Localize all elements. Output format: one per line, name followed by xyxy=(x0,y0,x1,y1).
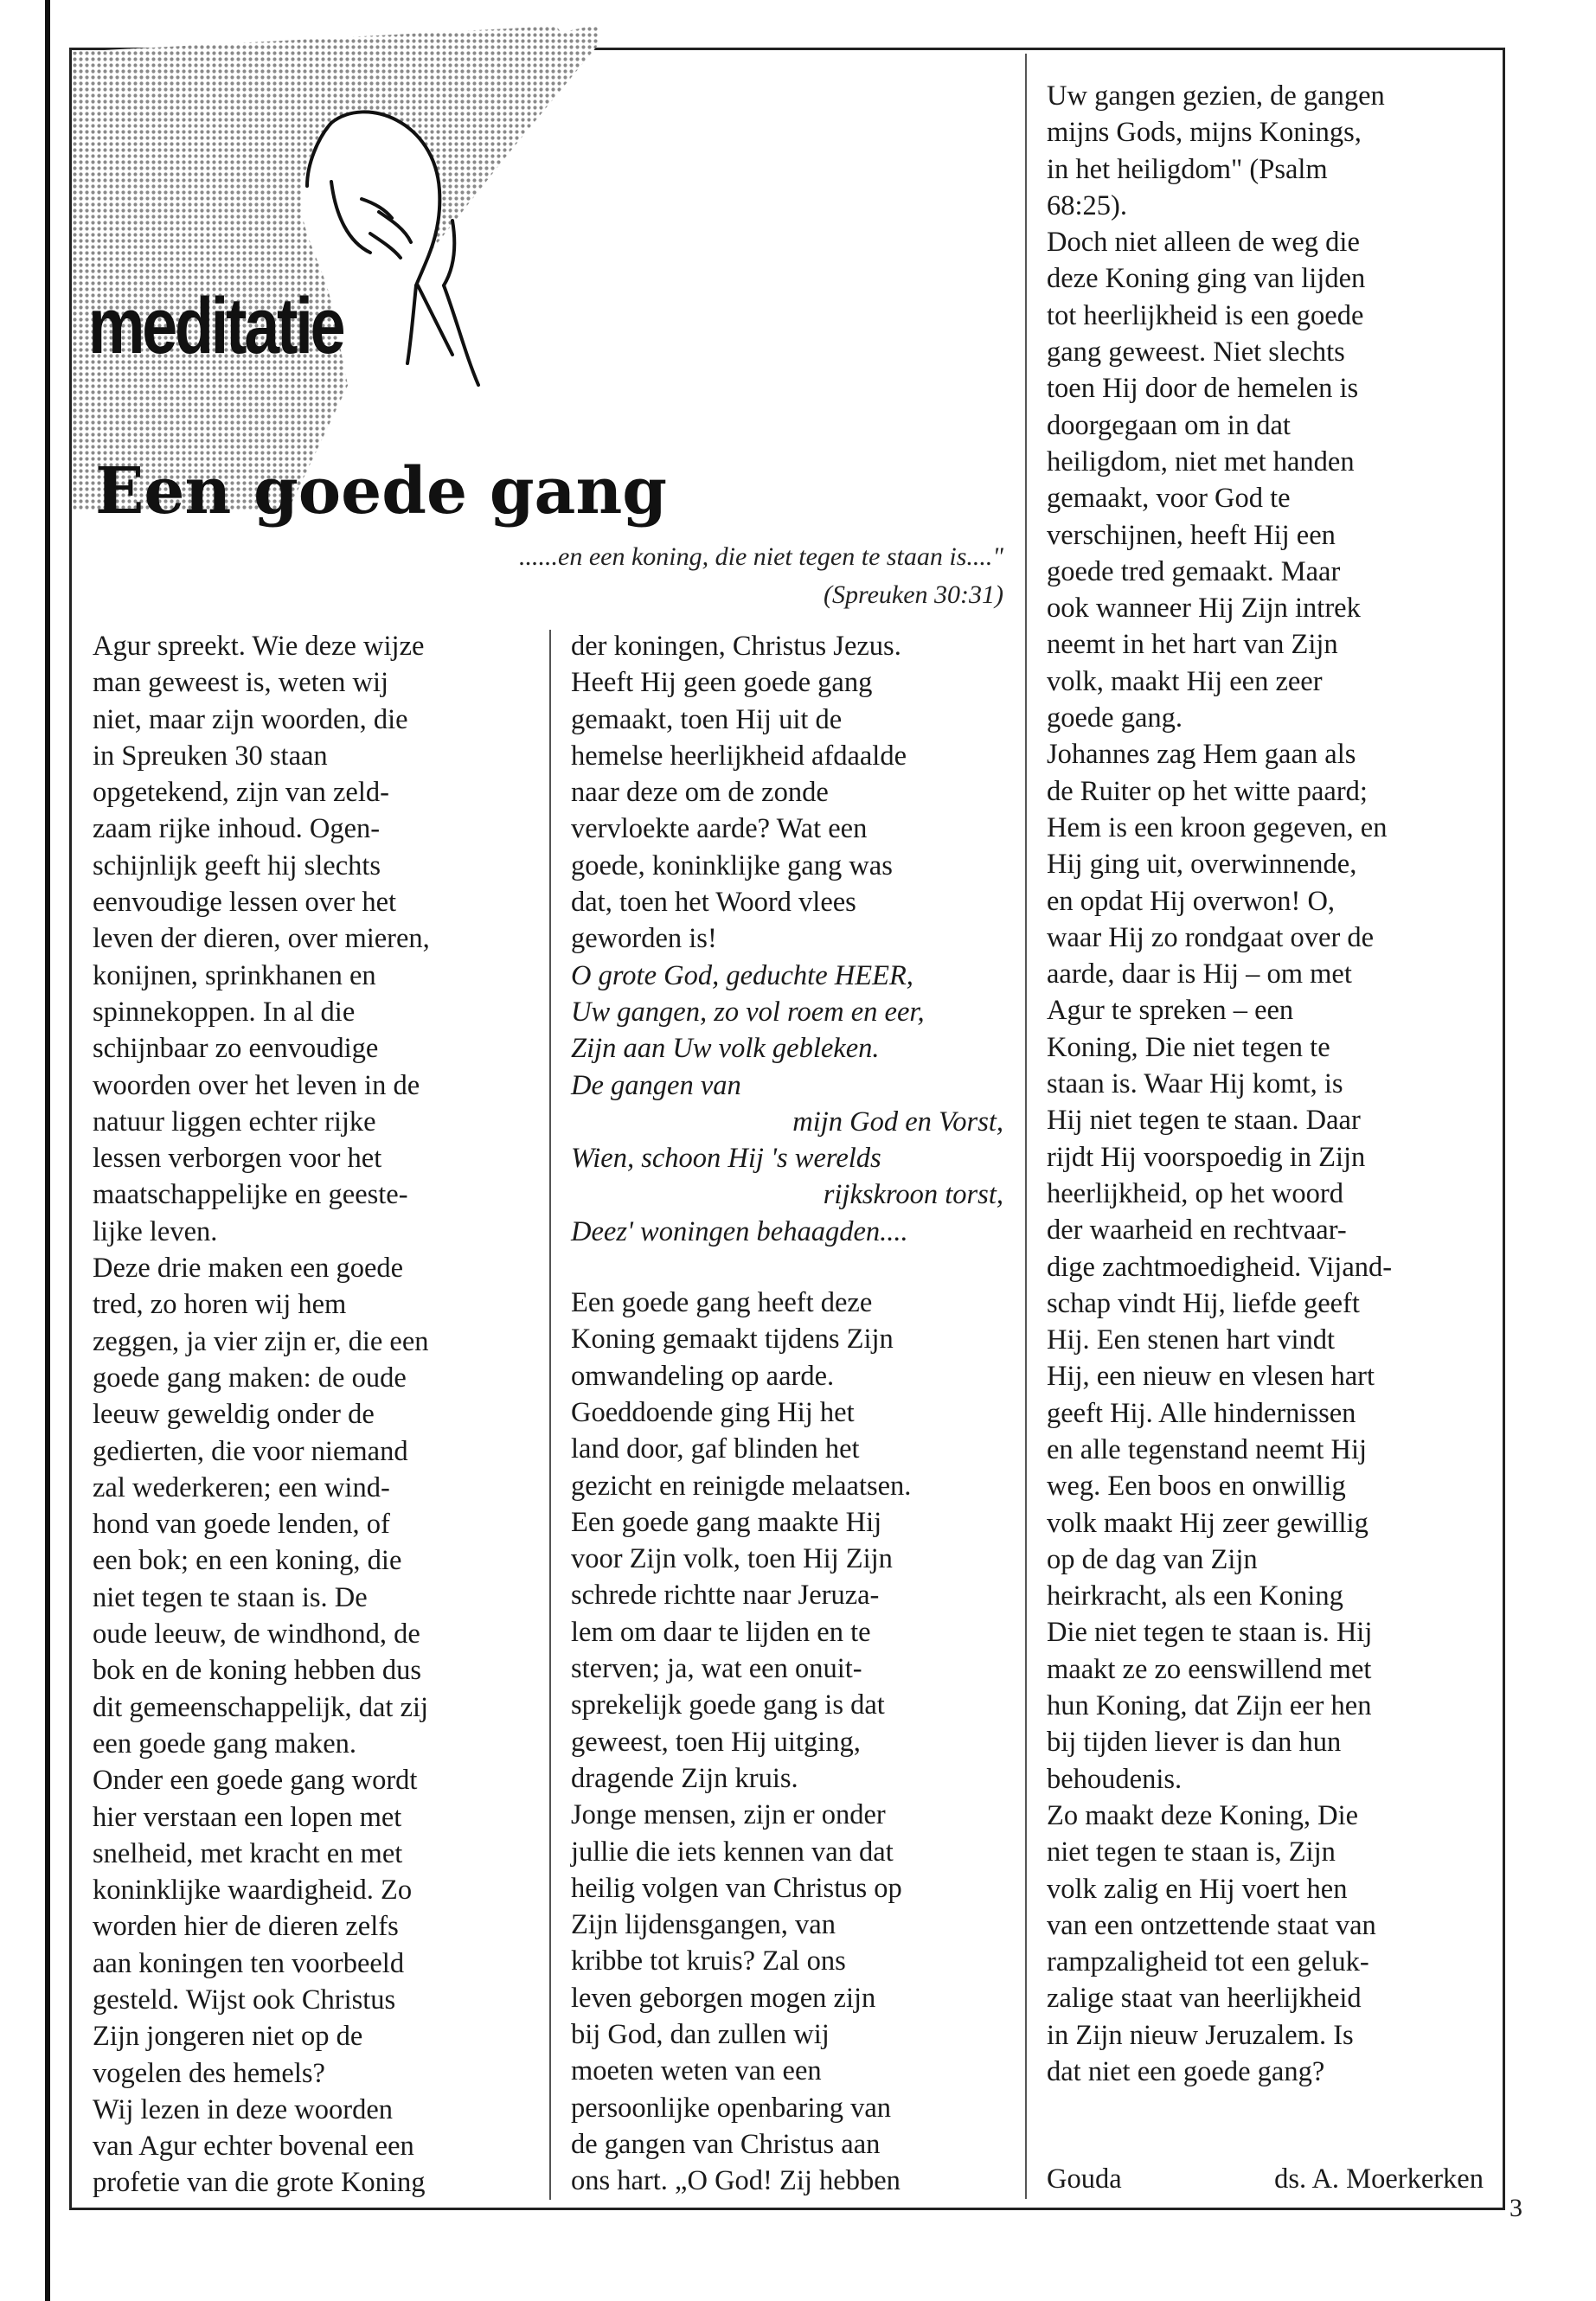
text-line: Koning, Die niet tegen te xyxy=(1047,1031,1330,1063)
text-line: Hij. Een stenen hart vindt xyxy=(1047,1324,1336,1356)
text-line: worden hier de dieren zelfs xyxy=(93,1911,399,1943)
text-line: goede tred gemaakt. Maar xyxy=(1047,555,1341,587)
text-line: natuur liggen echter rijke xyxy=(93,1106,376,1138)
poem-line: Deez' woningen behaagden.... xyxy=(571,1215,908,1247)
text-line: de Ruiter op het witte paard; xyxy=(1047,775,1368,807)
text-line: dat, toen het Woord vlees xyxy=(571,887,856,919)
text-line: oude leeuw, de windhond, de xyxy=(93,1618,420,1650)
text-line: niet, maar zijn woorden, die xyxy=(93,703,408,735)
signature xyxy=(1047,2161,1484,2197)
text-line: Zijn lijdensgangen, van xyxy=(571,1909,836,1941)
text-line: deze Koning ging van lijden xyxy=(1047,263,1366,295)
poem-line: O grote God, geduchte HEER, xyxy=(571,959,913,991)
text-line: heilig volgen van Christus op xyxy=(571,1872,902,1904)
text-line: leeuw geweldig onder de xyxy=(93,1399,375,1431)
text-line: heirkracht, als een Koning xyxy=(1047,1580,1343,1612)
text-line: Hij niet tegen te staan. Daar xyxy=(1047,1105,1361,1137)
text-line: Jonge mensen, zijn er onder xyxy=(571,1799,886,1831)
text-line: bok en de koning hebben dus xyxy=(93,1655,422,1687)
text-line: hun Koning, dat Zijn eer hen xyxy=(1047,1690,1372,1722)
column-rule-2 xyxy=(1025,54,1027,2199)
epigraph-source: (Spreuken 30:31) xyxy=(824,580,1003,609)
text-line: zaam rijke inhoud. Ogen- xyxy=(93,813,381,845)
text-line: Een goede gang maakte Hij xyxy=(571,1506,882,1538)
text-line: Zijn jongeren niet op de xyxy=(93,2021,363,2053)
text-line: tot heerlijkheid is een goede xyxy=(1047,299,1364,331)
text-line: woorden over het leven in de xyxy=(93,1069,420,1101)
text-line: kribbe tot kruis? Zal ons xyxy=(571,1945,846,1977)
text-line: maakt ze zo eenswillend met xyxy=(1047,1653,1372,1685)
signature-place: Gouda xyxy=(1047,2163,1122,2195)
text-line: der waarheid en rechtvaar- xyxy=(1047,1215,1347,1247)
text-line: van een ontzettende staat van xyxy=(1047,1909,1376,1941)
text-line: vervloekte aarde? Wat een xyxy=(571,813,868,845)
text-line: zal wederkeren; een wind- xyxy=(93,1471,390,1503)
text-line: Koning gemaakt tijdens Zijn xyxy=(571,1324,894,1356)
text-line: tred, zo horen wij hem xyxy=(93,1289,347,1321)
header-illustration xyxy=(72,26,599,510)
text-line: dige zachtmoedigheid. Vijand- xyxy=(1047,1251,1393,1283)
text-line: Hij ging uit, overwinnende, xyxy=(1047,849,1357,881)
signature-author: ds. A. Moerkerken xyxy=(1274,2163,1484,2195)
text-line: der koningen, Christus Jezus. xyxy=(571,631,901,662)
text-line: Heeft Hij geen goede gang xyxy=(571,667,873,699)
text-line: zalige staat van heerlijkheid xyxy=(1047,1983,1362,2015)
text-line: gedierten, die voor niemand xyxy=(93,1435,408,1467)
text-line: volk, maakt Hij een zeer xyxy=(1047,665,1323,697)
text-line: Hem is een kroon gegeven, en xyxy=(1047,811,1388,843)
page-number: 3 xyxy=(1509,2194,1522,2222)
text-line: Wij lezen in deze woorden xyxy=(93,2093,394,2125)
column-rule-1 xyxy=(549,630,551,2200)
text-line: gang geweest. Niet slechts xyxy=(1047,336,1345,369)
text-line: de gangen van Christus aan xyxy=(571,2128,881,2160)
text-line: staan is. Waar Hij komt, is xyxy=(1047,1068,1343,1100)
left-margin-rule xyxy=(45,0,50,2301)
text-line: goede, koninklijke gang was xyxy=(571,849,893,881)
text-line: profetie van die grote Koning xyxy=(93,2167,426,2199)
text-line: in Spreuken 30 staan xyxy=(93,740,328,772)
stanza-gap xyxy=(571,1250,1003,1285)
text-line: moeten weten van een xyxy=(571,2055,822,2087)
text-line: vogelen des hemels? xyxy=(93,2057,325,2089)
text-line: heiligdom, niet met handen xyxy=(1047,445,1355,478)
text-line: leven geborgen mogen zijn xyxy=(571,1982,876,2014)
text-line: dit gemeenschappelijk, dat zij xyxy=(93,1691,429,1723)
article-title: Een goede gang xyxy=(95,454,668,529)
text-line: van Agur echter bovenal een xyxy=(93,2131,414,2163)
text-line: rampzaligheid tot een geluk- xyxy=(1047,1946,1369,1978)
text-line: schap vindt Hij, liefde geeft xyxy=(1047,1287,1360,1319)
text-line: koninklijke waardigheid. Zo xyxy=(93,1875,413,1907)
text-line: in Zijn nieuw Jeruzalem. Is xyxy=(1047,2019,1354,2051)
text-line: behoudenis. xyxy=(1047,1763,1183,1795)
text-line: man geweest is, weten wij xyxy=(93,667,389,699)
text-line: Goeddoende ging Hij het xyxy=(571,1396,855,1428)
text-line: doorgegaan om in dat xyxy=(1047,409,1291,441)
text-line: een goede gang maken. xyxy=(93,1727,357,1759)
text-line: omwandeling op aarde. xyxy=(571,1360,835,1392)
poem-line: rijkskroon torst, xyxy=(823,1179,1003,1211)
epigraph-quote: ......en een koning, die niet tegen te staan is...." xyxy=(519,542,1003,571)
text-line: hemelse heerlijkheid afdaalde xyxy=(571,740,907,772)
text-line: leven der dieren, over mieren, xyxy=(93,923,430,955)
text-line: toen Hij door de hemelen is xyxy=(1047,373,1359,405)
text-line: sterven; ja, wat een onuit- xyxy=(571,1653,862,1685)
text-line: geworden is! xyxy=(571,923,717,955)
text-line: niet tegen te staan is, Zijn xyxy=(1047,1836,1336,1868)
column-3 xyxy=(1047,78,1479,2090)
text-line: voor Zijn volk, toen Hij Zijn xyxy=(571,1543,893,1575)
text-line: spinnekoppen. In al die xyxy=(93,996,356,1028)
text-line: geeft Hij. Alle hindernissen xyxy=(1047,1397,1356,1429)
text-line: Doch niet alleen de weg die xyxy=(1047,227,1360,259)
text-line: 68:25). xyxy=(1047,189,1127,221)
text-line: opgetekend, zijn van zeld- xyxy=(93,777,389,809)
text-line: eenvoudige lessen over het xyxy=(93,887,397,919)
text-line: jullie die iets kennen van dat xyxy=(571,1836,894,1868)
text-line: ook wanneer Hij Zijn intrek xyxy=(1047,593,1361,625)
text-line: volk zalig en Hij voert hen xyxy=(1047,1873,1348,1905)
text-line: neemt in het hart van Zijn xyxy=(1047,629,1338,661)
text-line: niet tegen te staan is. De xyxy=(93,1581,368,1613)
poem-line: De gangen van xyxy=(571,1069,741,1101)
text-line: naar deze om de zonde xyxy=(571,777,829,809)
text-line: mijns Gods, mijns Konings, xyxy=(1047,117,1362,149)
text-line: goede gang maken: de oude xyxy=(93,1362,407,1394)
text-line: aan koningen ten voorbeeld xyxy=(93,1947,405,1979)
text-line: op de dag van Zijn xyxy=(1047,1543,1258,1575)
text-line: schrede richtte naar Jeruza- xyxy=(571,1580,880,1612)
poem-line: Wien, schoon Hij 's werelds xyxy=(571,1143,881,1175)
text-line: Een goede gang heeft deze xyxy=(571,1287,873,1319)
text-line: gesteld. Wijst ook Christus xyxy=(93,1984,396,2016)
text-line: en opdat Hij overwon! O, xyxy=(1047,885,1336,917)
text-line: gezicht en reinigde melaatsen. xyxy=(571,1470,912,1502)
text-line: maatschappelijke en geeste- xyxy=(93,1179,408,1211)
poem-line: Zijn aan Uw volk gebleken. xyxy=(571,1033,880,1065)
text-line: Agur te spreken – een xyxy=(1047,995,1294,1027)
text-line: sprekelijk goede gang is dat xyxy=(571,1689,885,1721)
text-line: waar Hij zo rondgaat over de xyxy=(1047,921,1375,953)
text-line: Agur spreekt. Wie deze wijze xyxy=(93,631,425,662)
poem-line: mijn God en Vorst, xyxy=(792,1106,1003,1138)
text-line: lem om daar te lijden en te xyxy=(571,1616,871,1648)
text-line: Deze drie maken een goede xyxy=(93,1253,404,1285)
text-line: bij tijden liever is dan hun xyxy=(1047,1727,1342,1759)
text-line: heerlijkheid, op het woord xyxy=(1047,1177,1343,1209)
text-line: gemaakt, voor God te xyxy=(1047,483,1291,515)
text-line: een bok; en een koning, die xyxy=(93,1545,402,1577)
section-label: meditatie xyxy=(88,282,343,370)
poem-line: Uw gangen, zo vol roem en eer, xyxy=(571,996,925,1028)
text-line: volk maakt Hij zeer gewillig xyxy=(1047,1507,1368,1539)
text-line: persoonlijke openbaring van xyxy=(571,2092,892,2124)
text-line: Hij, een nieuw en vlesen hart xyxy=(1047,1361,1375,1393)
text-line: schijnbaar zo eenvoudige xyxy=(93,1033,379,1065)
text-line: Uw gangen gezien, de gangen xyxy=(1047,80,1385,112)
text-line: dat niet een goede gang? xyxy=(1047,2056,1325,2088)
epigraph xyxy=(346,538,1003,614)
column-2 xyxy=(571,628,1003,2199)
column-1 xyxy=(93,628,525,2202)
text-line: land door, gaf blinden het xyxy=(571,1433,860,1465)
text-line: zeggen, ja vier zijn er, die een xyxy=(93,1325,429,1357)
text-line: Onder een goede gang wordt xyxy=(93,1765,418,1797)
text-line: ons hart. „O God! Zij hebben xyxy=(571,2165,901,2197)
text-line: aarde, daar is Hij – om met xyxy=(1047,958,1352,990)
text-line: geweest, toen Hij uitging, xyxy=(571,1726,861,1758)
text-line: dragende Zijn kruis. xyxy=(571,1762,798,1794)
text-line: goede gang. xyxy=(1047,702,1183,734)
text-line: Johannes zag Hem gaan als xyxy=(1047,739,1356,771)
text-line: konijnen, sprinkhanen en xyxy=(93,959,376,991)
text-line: hond van goede lenden, of xyxy=(93,1509,390,1541)
text-line: schijnlijk geeft hij slechts xyxy=(93,849,381,881)
text-line: en alle tegenstand neemt Hij xyxy=(1047,1433,1368,1465)
text-line: verschijnen, heeft Hij een xyxy=(1047,519,1336,551)
text-line: lessen verborgen voor het xyxy=(93,1143,382,1175)
text-line: bij God, dan zullen wij xyxy=(571,2018,830,2050)
text-line: gemaakt, toen Hij uit de xyxy=(571,703,843,735)
text-line: snelheid, met kracht en met xyxy=(93,1837,403,1869)
text-line: Zo maakt deze Koning, Die xyxy=(1047,1799,1359,1831)
text-line: lijke leven. xyxy=(93,1215,218,1247)
text-line: in het heiligdom" (Psalm xyxy=(1047,153,1328,185)
text-line: Die niet tegen te staan is. Hij xyxy=(1047,1617,1373,1649)
text-line: weg. Een boos en onwillig xyxy=(1047,1471,1346,1503)
text-line: rijdt Hij voorspoedig in Zijn xyxy=(1047,1141,1366,1173)
text-line: hier verstaan een lopen met xyxy=(93,1801,402,1833)
